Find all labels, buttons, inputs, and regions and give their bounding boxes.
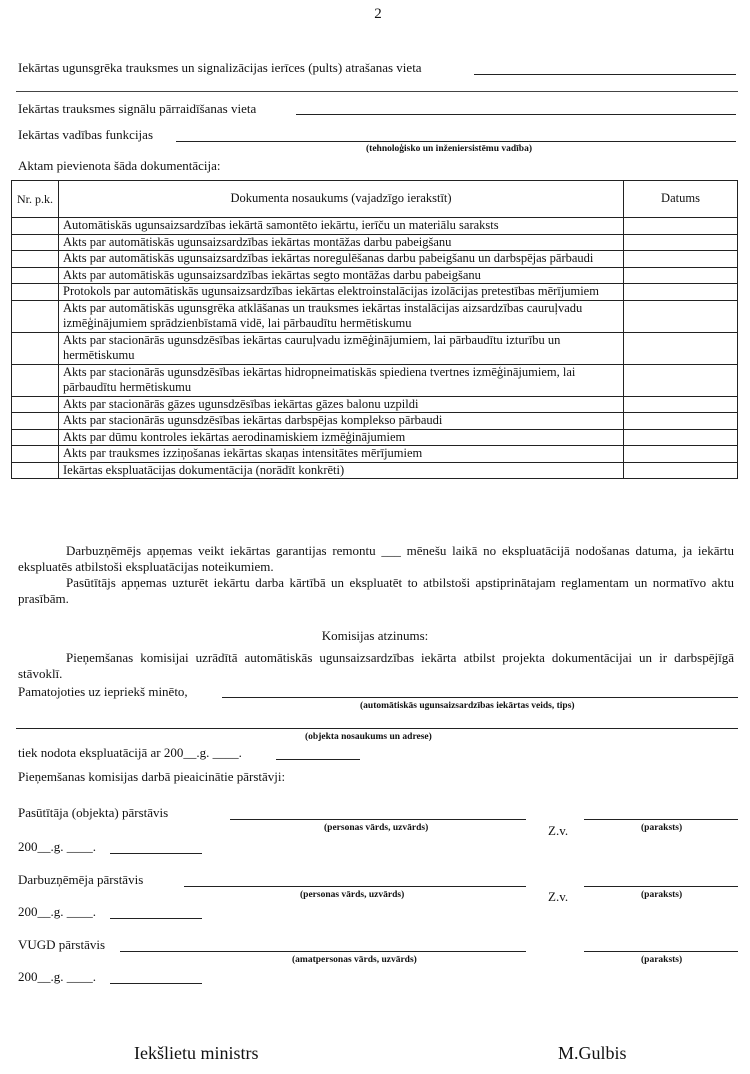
- table-row: [12, 284, 738, 301]
- handed-over-date: tiek nodota ekspluatācijā ar 200__.g. ____.: [18, 745, 242, 760]
- contractor-rep-signature-hint: (paraksts): [641, 890, 683, 900]
- alarm-panel-location-input[interactable]: [474, 74, 736, 75]
- table-row: [12, 364, 738, 396]
- date-cell[interactable]: [624, 396, 738, 413]
- nr-cell[interactable]: [12, 429, 59, 446]
- date-cell[interactable]: [624, 284, 738, 301]
- date-cell[interactable]: [624, 267, 738, 284]
- vugd-rep-name-input[interactable]: [120, 951, 526, 952]
- customer-rep-signature-hint: (paraksts): [641, 823, 683, 833]
- nr-cell[interactable]: [12, 300, 59, 332]
- date-cell[interactable]: [624, 429, 738, 446]
- date-cell[interactable]: [624, 364, 738, 396]
- date-cell[interactable]: [624, 218, 738, 235]
- contractor-rep-signature-input[interactable]: [584, 886, 738, 887]
- warranty-section: [18, 543, 734, 607]
- nr-cell[interactable]: [12, 234, 59, 251]
- minister-position: Iekšlietu ministrs: [134, 1043, 259, 1063]
- contractor-rep-name-hint: (personas vārds, uzvārds): [300, 890, 405, 900]
- document-name-cell: Protokols par automātiskās ugunsaizsardzības iekārtas elektroinstalācijas izolācijas pretestības mērījumiem: [59, 284, 624, 301]
- document-name-cell: Akts par dūmu kontroles iekārtas aerodinamiskiem izmēģinājumiem: [59, 429, 624, 446]
- object-name-hint: (objekta nosaukums un adrese): [305, 732, 432, 742]
- nr-cell[interactable]: [12, 332, 59, 364]
- table-row: [12, 446, 738, 463]
- header-date: Datums: [624, 181, 738, 218]
- customer-rep-signature-input[interactable]: [584, 819, 738, 820]
- date-cell[interactable]: [624, 332, 738, 364]
- page-number: 2: [374, 6, 382, 22]
- divider: [16, 91, 738, 92]
- contractor-rep-label: Darbuzņēmēja pārstāvis: [18, 872, 144, 887]
- contractor-rep-seal: Z.v.: [548, 889, 569, 904]
- table-row: [12, 396, 738, 413]
- date-cell[interactable]: [624, 300, 738, 332]
- table-row: [12, 251, 738, 268]
- signal-transmission-label: Iekārtas trauksmes signālu pārraidīšanas vieta: [18, 101, 257, 116]
- nr-cell[interactable]: [12, 218, 59, 235]
- commission-statement-block: [18, 650, 734, 682]
- header-document-name: Dokumenta nosaukums (vajadzīgo ierakstīt): [59, 181, 624, 218]
- attached-docs-intro: Aktam pievienota šāda dokumentācija:: [18, 158, 221, 173]
- document-name-cell: Akts par stacionārās ugunsdzēsības iekārtas hidropneimatiskās spiediena tvertnes izmēģinājumiem, lai pārbaudītu hermētiskumu: [59, 364, 624, 396]
- equipment-type-hint: (automātiskās ugunsaizsardzības iekārtas veids, tips): [360, 701, 575, 711]
- date-cell[interactable]: [624, 413, 738, 430]
- date-cell[interactable]: [624, 234, 738, 251]
- contractor-rep-date: 200__.g. ____.: [18, 904, 96, 919]
- control-functions-input[interactable]: [176, 141, 736, 142]
- control-functions-hint: (tehnoloģisko un inženiersistēmu vadība): [366, 144, 533, 154]
- table-row: [12, 413, 738, 430]
- documents-table: [11, 180, 738, 479]
- vugd-rep-date: 200__.g. ____.: [18, 969, 96, 984]
- document-name-cell: Akts par trauksmes izziņošanas iekārtas skaņas intensitātes mērījumiem: [59, 446, 624, 463]
- table-row: [12, 462, 738, 479]
- table-row: [12, 429, 738, 446]
- equipment-type-input[interactable]: [222, 697, 738, 698]
- nr-cell[interactable]: [12, 413, 59, 430]
- customer-rep-name-input[interactable]: [230, 819, 526, 820]
- header-nr: Nr. p.k.: [12, 181, 59, 218]
- customer-rep-label: Pasūtītāja (objekta) pārstāvis: [18, 805, 169, 820]
- nr-cell[interactable]: [12, 364, 59, 396]
- customer-rep-seal: Z.v.: [548, 823, 569, 838]
- document-name-cell: Akts par automātiskās ugunsaizsardzības iekārtas segto montāžas darbu pabeigšanu: [59, 267, 624, 284]
- document-name-cell: Akts par automātiskās ugunsaizsardzības iekārtas montāžas darbu pabeigšanu: [59, 234, 624, 251]
- contractor-rep-date-input[interactable]: [110, 918, 202, 919]
- customer-rep-name-hint: (personas vārds, uzvārds): [324, 823, 429, 833]
- document-name-cell: Akts par automātiskās ugunsgrēka atklāšanas un trauksmes iekārtas instalācijas aizsardzības cauruļvadu izmēģinājumiem sprādzienbīstamā vidē, lai pārbaudītu hermētiskumu: [59, 300, 624, 332]
- table-row: [12, 267, 738, 284]
- vugd-rep-signature-hint: (paraksts): [641, 955, 683, 965]
- based-on-label: Pamatojoties uz iepriekš minēto,: [18, 684, 188, 699]
- date-cell[interactable]: [624, 251, 738, 268]
- customer-rep-date-input[interactable]: [110, 853, 202, 854]
- table-header-row: [12, 181, 738, 218]
- nr-cell[interactable]: [12, 251, 59, 268]
- nr-cell[interactable]: [12, 446, 59, 463]
- minister-name: M.Gulbis: [558, 1043, 627, 1063]
- warranty-paragraph: Darbuzņēmējs apņemas veikt iekārtas garantijas remontu ___ mēnešu laikā no ekspluatācijā nodošanas datuma, ja iekārtu ekspluatēs atbilstoši ekspluatācijas noteikumiem.: [18, 543, 734, 574]
- table-row: [12, 332, 738, 364]
- date-cell[interactable]: [624, 462, 738, 479]
- document-name-cell: Akts par stacionārās ugunsdzēsības iekārtas darbspējas komplekso pārbaudi: [59, 413, 624, 430]
- document-name-cell: Automātiskās ugunsaizsardzības iekārtā samontēto iekārtu, ierīču un materiālu saraksts: [59, 218, 624, 235]
- vugd-rep-signature-input[interactable]: [584, 951, 738, 952]
- customer-rep-date: 200__.g. ____.: [18, 839, 96, 854]
- document-name-cell: Iekārtas ekspluatācijas dokumentācija (norādīt konkrēti): [59, 462, 624, 479]
- table-row: [12, 234, 738, 251]
- contractor-rep-name-input[interactable]: [184, 886, 526, 887]
- vugd-rep-name-hint: (amatpersonas vārds, uzvārds): [292, 955, 417, 965]
- nr-cell[interactable]: [12, 396, 59, 413]
- signal-transmission-input[interactable]: [296, 114, 736, 115]
- document-name-cell: Akts par stacionārās ugunsdzēsības iekārtas cauruļvadu izmēģinājumiem, lai pārbaudītu izturību un hermētiskumu: [59, 332, 624, 364]
- alarm-panel-location-label: Iekārtas ugunsgrēka trauksmes un signalizācijas ierīces (pults) atrašanas vieta: [18, 60, 422, 75]
- commission-statement: Pieņemšanas komisijai uzrādītā automātiskās ugunsaizsardzības iekārta atbilst projekta dokumentācijai un ir darbspējīgā stāvoklī.: [18, 650, 734, 681]
- commission-title: Komisijas atzinums:: [321, 628, 429, 643]
- table-row: [12, 218, 738, 235]
- table-row: [12, 300, 738, 332]
- invited-label: Pieņemšanas komisijas darbā pieaicinātie pārstāvji:: [18, 769, 286, 784]
- date-cell[interactable]: [624, 446, 738, 463]
- handed-over-month-input[interactable]: [276, 759, 360, 760]
- control-functions-label: Iekārtas vadības funkcijas: [18, 127, 154, 142]
- nr-cell[interactable]: [12, 267, 59, 284]
- document-name-cell: Akts par stacionārās gāzes ugunsdzēsības iekārtas gāzes balonu uzpildi: [59, 396, 624, 413]
- document-name-cell: Akts par automātiskās ugunsaizsardzības iekārtas noregulēšanas darbu pabeigšanu un darbspējas pārbaudi: [59, 251, 624, 268]
- object-name-input[interactable]: [16, 728, 738, 729]
- customer-paragraph: Pasūtītājs apņemas uzturēt iekārtu darba kārtībā un ekspluatēt to atbilstoši apstiprinātajam reglamentam un normatīvo aktu prasībām.: [18, 575, 734, 606]
- vugd-rep-label: VUGD pārstāvis: [18, 937, 106, 952]
- vugd-rep-date-input[interactable]: [110, 983, 202, 984]
- nr-cell[interactable]: [12, 284, 59, 301]
- nr-cell[interactable]: [12, 462, 59, 479]
